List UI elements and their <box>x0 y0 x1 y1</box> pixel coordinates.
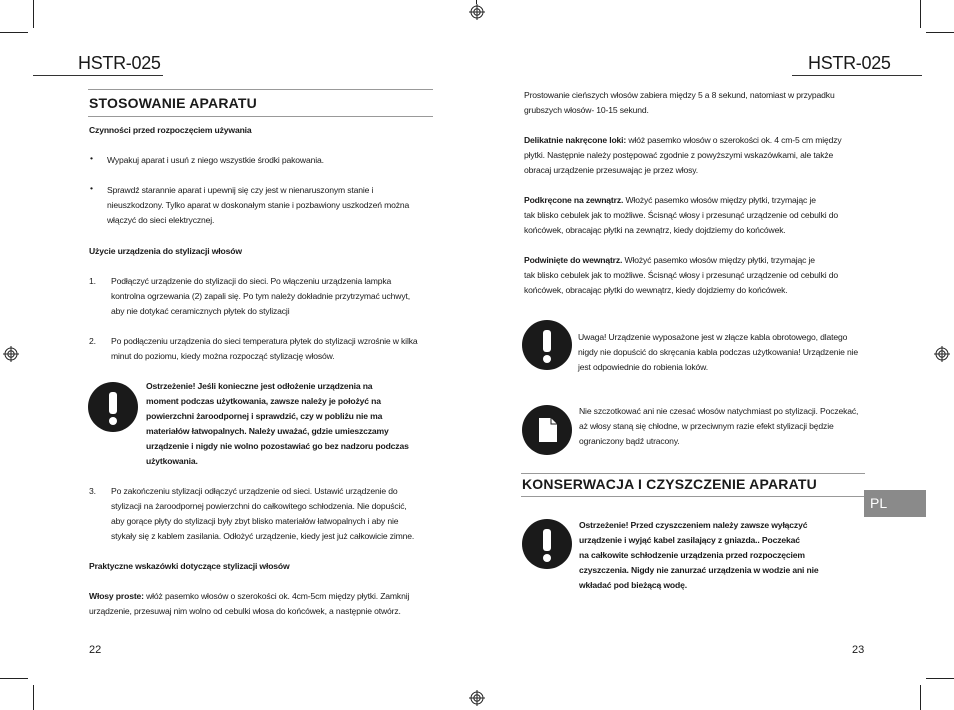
section-rule-top <box>88 89 433 90</box>
header-rule-left <box>33 75 163 76</box>
subheading: Czynności przed rozpoczęciem używania <box>89 125 252 135</box>
caution-text: nigdy nie dopuścić do skręcania kabla podczas użytkowania! Urządzenie nie <box>578 347 858 357</box>
warning-text: powierzchni żaroodpornej i sprawdzić, czy w pobliżu nie ma <box>146 411 383 421</box>
step-text: aby gorące płyty do stylizacji były zbyt blisko materiałów łatwopalnych i aby nie <box>111 516 399 526</box>
warning-text: urządzenie i nigdy nie wolno pozostawiać go bez nadzoru podczas <box>146 441 409 451</box>
tip-text: tak blisko cebulek jak to możliwe. Ścisnąć włosy i przesunąć urządzenie od cebulki do <box>524 270 838 280</box>
tip-text: Włożyć pasemko włosów między płytki, trzymając je <box>622 255 815 265</box>
tip-label: Delikatnie nakręcone loki: <box>524 135 627 145</box>
warning-text: czyszczenia. Nigdy nie zanurzać urządzenia w wodzie ani nie <box>579 565 819 575</box>
warning-text: wkładać pod bieżącą wodę. <box>579 580 688 590</box>
section-title: STOSOWANIE APARATU <box>89 95 257 111</box>
step-text: Po zakończeniu stylizacji odłączyć urządzenie od sieci. Ustawić urządzenie do <box>111 486 398 496</box>
tip-paragraph <box>524 193 816 208</box>
registration-mark-icon <box>934 346 950 362</box>
warning-text: Ostrzeżenie! Jeśli konieczne jest odłożenie urządzenia na <box>146 381 373 391</box>
registration-mark-icon <box>469 690 485 706</box>
caution-text: jest odpowiednie do robienia loków. <box>578 362 708 372</box>
language-tab: PL <box>864 490 926 517</box>
tip-paragraph <box>89 589 409 604</box>
tip-text: tak blisko cebulek jak to możliwe. Ścisnąć włosy i przesunąć urządzenie od cebulki do <box>524 210 838 220</box>
section-rule-bottom <box>521 496 865 497</box>
step-text: Podłączyć urządzenie do stylizacji do sieci. Po włączeniu urządzenia lampka <box>111 276 392 286</box>
warning-text: na całkowite schłodzenie urządzenia przed rozpoczęciem <box>579 550 805 560</box>
tip-label: Podkręcone na zewnątrz. <box>524 195 624 205</box>
warning-text: moment podczas użytkowania, zawsze należy je położyć na <box>146 396 381 406</box>
step-text: minut do poziomu, kiedy można rozpocząć stylizację włosów. <box>111 351 335 361</box>
crop-mark <box>926 32 954 33</box>
tip-text: włóż pasemko włosów o szerokości ok. 4cm-5cm między płytki. Zamknij <box>143 591 410 601</box>
bullet-text: Wypakuj aparat i usuń z niego wszystkie środki pakowania. <box>107 155 324 165</box>
bullet-dot: • <box>90 183 94 193</box>
step-number: 3. <box>89 486 96 496</box>
warning-text: Ostrzeżenie! Przed czyszczeniem należy zawsze wyłączyć <box>579 520 808 530</box>
note-document-icon <box>522 405 572 455</box>
crop-mark <box>920 685 921 710</box>
tip-paragraph <box>524 133 842 148</box>
registration-mark-icon <box>469 4 485 20</box>
warning-exclamation-icon <box>88 382 138 432</box>
bullet-text: Sprawdź starannie aparat i upewnij się czy jest w nienaruszonym stanie i <box>107 185 374 195</box>
section-title: KONSERWACJA I CZYSZCZENIE APARATU <box>522 476 817 492</box>
tip-text: płytki. Następnie należy postępować zgodnie z powyższymi wskazówkami, ale także <box>524 150 834 160</box>
note-text: aż włosy staną się chłodne, w przeciwnym razie efekt stylizacji będzie <box>579 421 834 431</box>
bullet-dot: • <box>90 153 94 163</box>
crop-mark <box>920 0 921 28</box>
crop-mark <box>0 32 28 33</box>
model-label-right: HSTR-025 <box>808 53 891 73</box>
note-text: ograniczony bądź utracony. <box>579 436 680 446</box>
tip-text: urządzenie, przesuwaj nim wolno od cebulki włosa do końcówek, a następnie otwórz. <box>89 606 401 616</box>
section-rule-bottom <box>88 116 433 117</box>
tip-text: Włożyć pasemko włosów między płytki, trzymając je <box>623 195 816 205</box>
bullet-text: włączyć do sieci elektrycznej. <box>107 215 215 225</box>
step-text: stykały się z kablem zasilania. Odłożyć urządzenie, kiedy jest już całkowicie zimne. <box>111 531 415 541</box>
crop-mark <box>0 678 28 679</box>
page-number-right: 23 <box>852 644 865 656</box>
crop-mark <box>33 685 34 710</box>
tip-text: obracaj urządzenie przesuwając je przez włosy. <box>524 165 698 175</box>
step-number: 1. <box>89 276 96 286</box>
tip-label: Włosy proste: <box>89 591 144 601</box>
warning-text: urządzenie i wyjąć kabel zasilający z gniazda.. Poczekać <box>579 535 800 545</box>
tip-text: końcówek, obracając płytki do wewnątrz, kiedy dojdziemy do końcówek. <box>524 285 788 295</box>
crop-mark <box>926 678 954 679</box>
tip-text: końcówek, obracając płytki na zewnątrz, kiedy dojdziemy do końcówek. <box>524 225 786 235</box>
tip-text: włóż pasemko włosów o szerokości ok. 4 cm-5 cm między <box>626 135 842 145</box>
subheading: Praktyczne wskazówki dotyczące stylizacji włosów <box>89 561 290 571</box>
model-label-left: HSTR-025 <box>78 53 161 73</box>
header-rule-right <box>792 75 922 76</box>
warning-text: użytkowania. <box>146 456 198 466</box>
step-text: aby nie dotykać ceramicznych płytek do stylizacji <box>111 306 290 316</box>
step-number: 2. <box>89 336 96 346</box>
warning-text: materiałów łatwopalnych. Należy uważać, gdzie umieszczamy <box>146 426 389 436</box>
step-text: kontrolna ogrzewania (2) zapali się. Po tym należy dokładnie przytrzymać uchwyt, <box>111 291 410 301</box>
crop-mark <box>33 0 34 28</box>
step-text: Po podłączeniu urządzenia do sieci temperatura płytek do stylizacji wzrośnie w kilka <box>111 336 418 346</box>
section-rule-top <box>521 473 865 474</box>
warning-exclamation-icon <box>522 320 572 370</box>
note-text: Nie szczotkować ani nie czesać włosów natychmiast po stylizacji. Poczekać, <box>579 406 859 416</box>
page-number-left: 22 <box>89 644 102 656</box>
tip-paragraph <box>524 253 815 268</box>
tip-label: Podwinięte do wewnątrz. <box>524 255 623 265</box>
warning-exclamation-icon <box>522 519 572 569</box>
registration-mark-icon <box>3 346 19 362</box>
caution-text: Uwaga! Urządzenie wyposażone jest w złącze kabla obrotowego, dlatego <box>578 332 848 342</box>
paragraph: grubszych włosów- 10-15 sekund. <box>524 105 649 115</box>
bullet-text: nieuszkodzony. Tylko aparat w doskonałym stanie i pozbawiony uszkodzeń można <box>107 200 410 210</box>
paragraph: Prostowanie cieńszych włosów zabiera między 5 a 8 sekund, natomiast w przypadku <box>524 90 835 100</box>
subheading: Użycie urządzenia do stylizacji włosów <box>89 246 242 256</box>
step-text: stylizacji na żaroodpornej powierzchni do całkowitego schłodzenia. Nie dopuścić, <box>111 501 407 511</box>
